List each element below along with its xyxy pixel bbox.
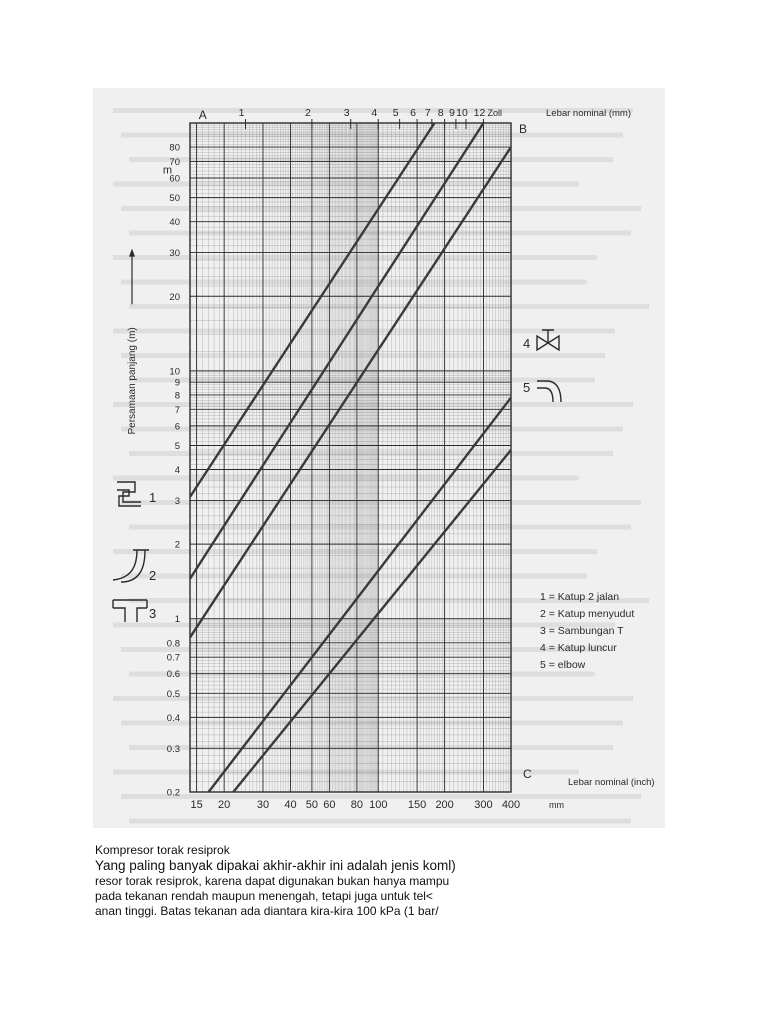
- y-tick-label: 20: [169, 291, 180, 303]
- corner-label-c: C: [523, 767, 532, 781]
- x-unit-label: mm: [549, 800, 564, 810]
- series-line-2: [190, 123, 484, 579]
- caption-line-1: Yang paling banyak dipakai akhir-akhir ini adalah jenis koml): [95, 858, 456, 873]
- caption-title: Kompresor torak resiprok: [95, 843, 230, 857]
- elbow-icon: [537, 381, 561, 402]
- background-text-line: [113, 549, 597, 554]
- caption-line-2: resor torak resiprok, karena dapat digunakan bukan hanya mampu: [95, 874, 450, 888]
- symbol-number-4: 4: [523, 336, 531, 351]
- y-tick-label: 70: [169, 156, 180, 168]
- minor-grid: [190, 123, 511, 792]
- y-tick-label: 9: [174, 377, 180, 389]
- x-tick-label: 200: [435, 799, 454, 811]
- top-tick-label: 12: [473, 107, 486, 119]
- axis-labels: [127, 107, 655, 811]
- x-tick-label: 400: [501, 799, 521, 811]
- faded-background-text: [113, 108, 649, 824]
- y-tick-label: 10: [169, 366, 180, 378]
- x-tick-label: 40: [284, 799, 297, 811]
- t-joint-icon: [113, 600, 147, 622]
- x-tick-label: 50: [305, 799, 319, 811]
- corner-label-b: B: [519, 122, 528, 136]
- corner-label-a: A: [198, 108, 207, 122]
- legend-item-2: 2 = Katup menyudut: [540, 608, 635, 620]
- y-tick-label: 60: [169, 173, 180, 185]
- symbol-number-5: 5: [523, 380, 531, 395]
- top-tick-label: 6: [410, 107, 417, 119]
- background-text-line: [129, 304, 649, 309]
- background-text-line: [129, 525, 631, 530]
- caption: [95, 843, 655, 919]
- y-tick-label: 0.4: [166, 712, 180, 724]
- scanned-chart-page: [93, 88, 665, 828]
- y-tick-label: 0.3: [166, 743, 180, 755]
- y-tick-label: 0.2: [166, 787, 180, 799]
- background-text-line: [121, 353, 605, 358]
- legend-item-4: 4 = Katup luncur: [540, 642, 617, 654]
- caption-line-3: pada tekanan rendah maupun menengah, tetapi juga untuk tel<: [95, 889, 433, 903]
- two-way-valve-icon: [117, 482, 141, 506]
- y-tick-label: 6: [174, 421, 180, 433]
- y-tick-label: 40: [169, 217, 180, 229]
- background-text-line: [113, 329, 615, 334]
- y-tick-label: 2: [174, 539, 180, 551]
- background-text-line: [113, 696, 633, 701]
- y-tick-label: 0.5: [166, 688, 180, 700]
- background-text-line: [121, 280, 587, 285]
- x-axis-label-top: Lebar nominal (mm): [546, 108, 631, 119]
- x-tick-label: 100: [369, 799, 388, 811]
- x-tick-label: 15: [190, 799, 203, 811]
- y-unit-label: m: [162, 164, 172, 177]
- y-tick-label: 30: [169, 248, 180, 260]
- series-line-4: [209, 398, 511, 792]
- x-axis-label: Lebar nominal (inch): [568, 777, 655, 788]
- x-tick-label: 60: [323, 799, 336, 811]
- caption-line-4: anan tinggi. Batas tekanan ada diantara kira-kira 100 kPa (1 bar/: [95, 904, 439, 918]
- x-tick-label: 300: [474, 799, 493, 811]
- top-tick-label: 5: [392, 107, 399, 119]
- y-tick-label: 5: [174, 440, 180, 452]
- background-text-line: [129, 451, 613, 456]
- y-axis-label: Persamaan panjang (m): [127, 327, 138, 435]
- y-tick-label: 8: [174, 390, 180, 402]
- top-tick-label: 4: [371, 107, 378, 119]
- top-tick-label: 7: [424, 107, 431, 119]
- y-tick-label: 4: [174, 465, 180, 477]
- y-tick-label: 0.8: [166, 638, 180, 650]
- background-text-line: [113, 770, 579, 775]
- legend-item-5: 5 = elbow: [540, 659, 586, 671]
- background-text-line: [129, 819, 631, 824]
- background-text-line: [113, 476, 579, 481]
- background-text-line: [113, 182, 579, 187]
- series-lines: [190, 123, 511, 792]
- y-tick-label: 0.7: [166, 652, 180, 664]
- background-text-line: [129, 745, 613, 750]
- x-tick-label: 80: [350, 799, 364, 811]
- x-tick-label: 150: [407, 799, 427, 811]
- y-tick-label: 0.6: [166, 669, 180, 681]
- top-tick-label: 2: [304, 107, 311, 119]
- equivalent-length-chart: [93, 88, 665, 828]
- symbol-number-2: 2: [149, 568, 157, 583]
- y-tick-label: 3: [174, 495, 180, 507]
- x-tick-label: 30: [256, 799, 270, 811]
- symbol-number-1: 1: [149, 490, 157, 505]
- top-tick-label: 8: [437, 107, 444, 119]
- y-axis-arrowhead: [129, 249, 135, 257]
- y-tick-label: 7: [174, 404, 180, 416]
- symbol-number-3: 3: [149, 606, 157, 621]
- top-tick-label: 1: [238, 107, 245, 119]
- y-tick-label: 80: [169, 142, 180, 154]
- legend-item-3: 3 = Sambungan T: [540, 625, 624, 637]
- background-text-line: [113, 255, 597, 260]
- x-tick-label: 20: [218, 799, 231, 811]
- plot-frame: [190, 123, 511, 792]
- top-tick-label: 10: [456, 107, 468, 119]
- top-tick-label: 9: [448, 107, 455, 119]
- y-tick-label: 50: [169, 193, 180, 205]
- legend-item-1: 1 = Katup 2 jalan: [540, 591, 620, 603]
- top-tick-label: 3: [343, 107, 350, 119]
- top-unit-label: Zoll: [487, 108, 502, 118]
- y-tick-label: 1: [174, 614, 180, 626]
